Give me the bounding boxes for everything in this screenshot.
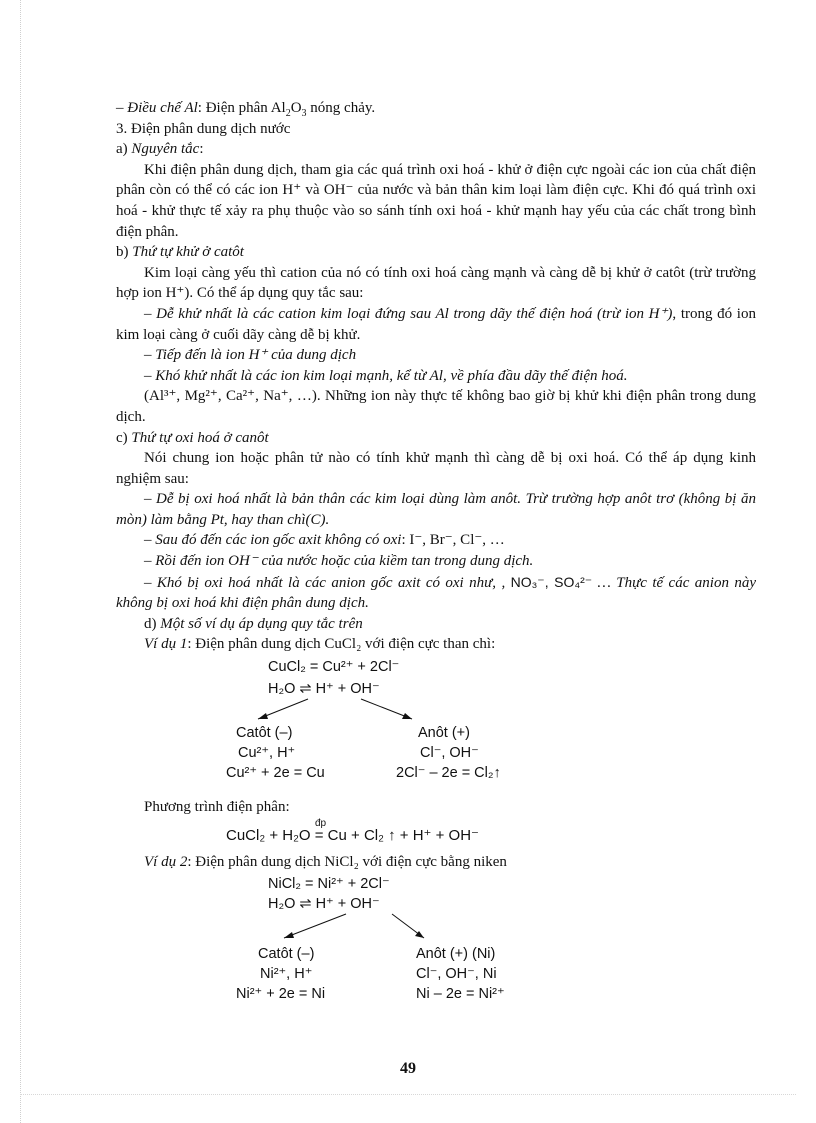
anode-label: Anôt (+) (Ni) xyxy=(416,946,496,963)
paragraph: Nói chung ion hoặc phân tử nào có tính khử mạnh thì càng dễ bị oxi hoá. Có thể áp dụng kinh nghiệm sau: xyxy=(116,450,756,487)
text-span: nóng chảy. xyxy=(306,100,376,116)
page-margin-rule xyxy=(20,0,21,1123)
text-span: – Điều chế Al xyxy=(116,100,198,116)
dissociation-equation: CuCl₂ = Cu²⁺ + 2Cl⁻ xyxy=(268,659,400,676)
anode-ions: Cl⁻, OH⁻, Ni xyxy=(416,966,497,983)
formula-span: NO₃⁻, SO₄²⁻ xyxy=(510,573,593,590)
page-bottom-rule xyxy=(20,1094,796,1095)
text-span: : I⁻, Br⁻, Cl⁻, … xyxy=(401,532,505,549)
text-span: d) xyxy=(144,615,161,632)
paragraph: Phương trình điện phân: xyxy=(144,799,290,816)
text-span: – Dễ khử nhất là các cation kim loại đứng sau Al trong dãy thế điện hoá (trừ ion H⁺) xyxy=(144,305,673,322)
cathode-reaction: Ni²⁺ + 2e = Ni xyxy=(236,986,326,1003)
anode-reaction: 2Cl⁻ – 2e = Cl₂↑ xyxy=(396,765,501,782)
paragraph: Kim loại càng yếu thì cation của nó có tính oxi hoá càng mạnh và càng dễ bị khử ở catôt (trừ trường hợp ion H⁺). Có thể áp dụng quy tắc sau: xyxy=(116,264,756,302)
water-equilibrium: H₂O ⇌ H⁺ + OH⁻ xyxy=(268,896,380,913)
text-span: Thứ tự oxi hoá ở canôt xyxy=(131,429,269,446)
electrolysis-label: đp xyxy=(315,817,327,829)
text-span: , trong đó ion kim loại càng ở cuối dãy càng dễ bị khử. xyxy=(116,305,756,343)
water-equilibrium: H₂O ⇌ H⁺ + OH⁻ xyxy=(268,681,380,698)
cathode-reaction: Cu²⁺ + 2e = Cu xyxy=(226,765,325,782)
overall-equation xyxy=(116,818,756,852)
electrolysis-equation: CuCl₂ + H₂O = Cu + Cl₂ ↑ + H⁺ + OH⁻ xyxy=(226,826,479,844)
text-span: O xyxy=(290,100,302,116)
anode-ions: Cl⁻, OH⁻ xyxy=(420,745,479,762)
cathode-ions: Cu²⁺, H⁺ xyxy=(238,745,296,762)
subsection-heading xyxy=(116,139,756,160)
arrow-head xyxy=(258,713,268,719)
electrolysis-scheme-2 xyxy=(116,872,756,1003)
cathode-label: Catôt (–) xyxy=(236,725,293,742)
section-heading: 3. Điện phân dung dịch nước xyxy=(116,120,291,137)
subscript: 2 xyxy=(285,108,291,119)
paragraph: Khi điện phân dung dịch, tham gia các quá trình oxi hoá - khử ở điện cực ngoài các ion của chất điện phân còn có thể có các ion H⁺ và OH⁻ của nước và bản thân kim loại làm điện cực. Khi đó quá trình oxi hoá - khử thực tế xảy ra phụ thuộc vào so sánh tính oxi hoá - khử mạnh hay yếu của các chất trong bình điện phân. xyxy=(116,161,756,240)
page-number: 49 xyxy=(400,1060,416,1077)
text-span: : Điện phân dung dịch NiCl₂ với điện cực bằng niken xyxy=(187,853,507,870)
cathode-label: Catôt (–) xyxy=(258,946,315,963)
text-span: Ví dụ 2 xyxy=(144,853,188,870)
text-span: – Sau đó đến các ion gốc axit không có oxi xyxy=(144,532,402,549)
paragraph: (Al³⁺, Mg²⁺, Ca²⁺, Na⁺, …). Những ion này thực tế không bao giờ bị khử khi điện phân trong dung dịch. xyxy=(116,388,756,425)
subsection-heading xyxy=(116,614,756,635)
subsection-heading xyxy=(116,428,756,449)
text-line xyxy=(116,98,756,119)
paragraph xyxy=(116,572,756,614)
subscript: 3 xyxy=(301,108,307,119)
dissociation-equation: NiCl₂ = Ni²⁺ + 2Cl⁻ xyxy=(268,876,390,893)
text-span: c) xyxy=(116,429,132,446)
text-span: b) xyxy=(116,244,133,261)
text-span: : xyxy=(199,141,204,158)
anode-reaction: Ni – 2e = Ni²⁺ xyxy=(416,986,505,1003)
page-content xyxy=(116,98,756,1003)
text-span: Một số ví dụ áp dụng quy tắc trên xyxy=(160,615,363,632)
paragraph: – Dễ bị oxi hoá nhất là bản thân các kim loại dùng làm anôt. Trừ trường hợp anôt trơ (không bị ăn mòn) làm bằng Pt, hay than chì(C). xyxy=(116,491,756,528)
paragraph xyxy=(116,530,756,551)
text-span: Thứ tự khử ở catôt xyxy=(132,244,244,261)
text-span: : Điện phân Al xyxy=(197,100,286,116)
text-span: Ví dụ 1 xyxy=(144,636,188,653)
text-span: – Khó bị oxi hoá nhất là các anion gốc axit có oxi như, , xyxy=(144,574,511,591)
paragraph: – Khó khử nhất là các ion kim loại mạnh, kể từ Al, về phía đầu dãy thế điện hoá. xyxy=(144,367,628,384)
electrolysis-scheme-1 xyxy=(116,655,756,783)
text-span: Nguyên tắc xyxy=(131,141,200,158)
paragraph xyxy=(116,304,756,345)
paragraph: – Tiếp đến là ion H⁺ của dung dịch xyxy=(144,347,357,364)
arrow-head xyxy=(402,713,412,719)
arrow-to-cathode xyxy=(284,914,346,938)
cathode-ions: Ni²⁺, H⁺ xyxy=(260,966,313,983)
text-span: … Thực tế các anion này không bị oxi hoá khi điện phân dung dịch. xyxy=(116,574,756,612)
paragraph xyxy=(116,634,756,655)
paragraph xyxy=(116,852,756,873)
arrow-head xyxy=(284,932,294,938)
text-span: a) xyxy=(116,141,132,158)
subsection-heading xyxy=(116,242,756,263)
paragraph: – Rồi đến ion OH⁻ của nước hoặc của kiềm tan trong dung dịch. xyxy=(144,553,534,570)
anode-label: Anôt (+) xyxy=(418,725,470,742)
text-span: : Điện phân dung dịch CuCl₂ với điện cực than chì: xyxy=(187,636,496,653)
